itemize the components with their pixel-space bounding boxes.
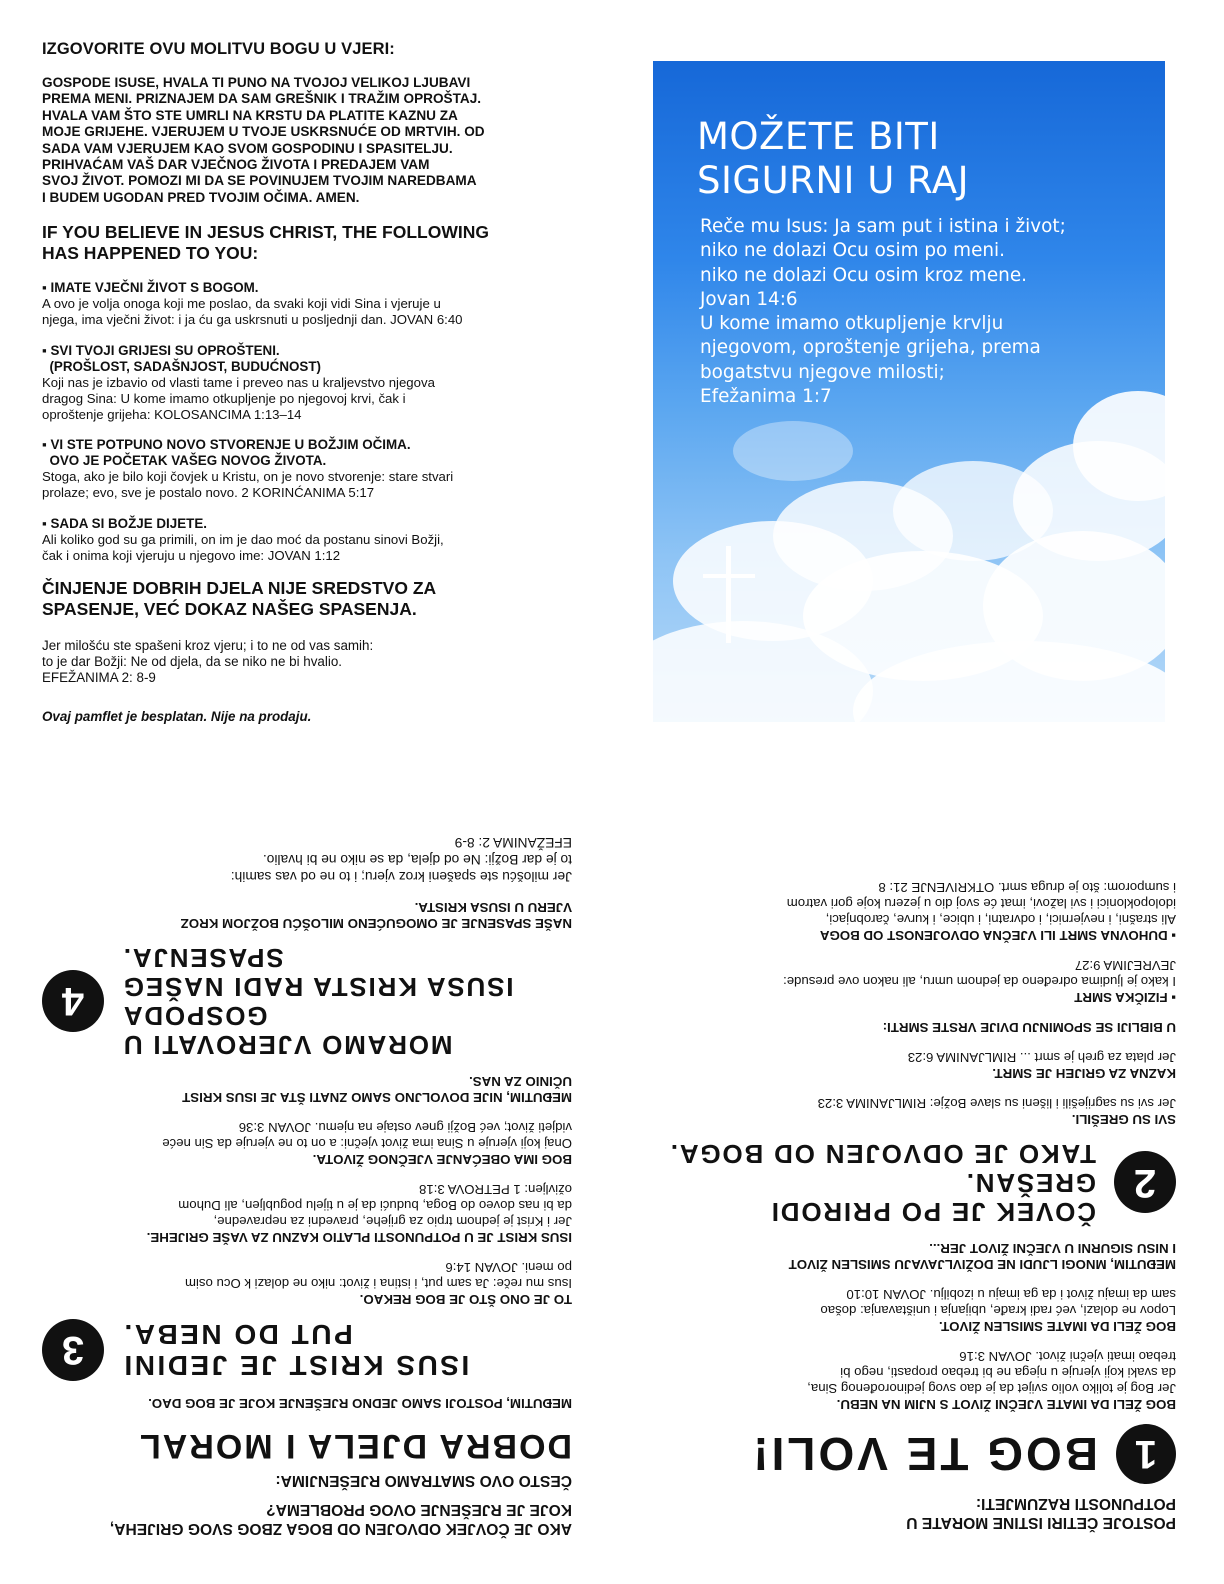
- number-4-badge: 4: [42, 970, 104, 1032]
- number-1-badge: 1: [1116, 1424, 1176, 1484]
- back-panel: [42, 40, 582, 724]
- only-solution: MEĐUTIM, POSTOJI SAMO JEDNO RJEŠENJE KOJE JE BOG DAO.: [148, 1396, 572, 1411]
- inner-right-panel: [656, 820, 1176, 1532]
- works-morals-heading: DOBRA DJELA I MORAL: [137, 1427, 572, 1465]
- number-3-badge: 3: [42, 1319, 104, 1381]
- prayer-heading: IZGOVORITE OVU MOLITVU BOGU U VJERI:: [42, 40, 395, 58]
- free-note: Ovaj pamflet je besplatan. Nije na prodaju.: [42, 708, 312, 724]
- blessing-child-of-god: ▪ SADA SI BOŽJE DIJETE. Ali koliko god su ga primili, on im je dao moć da postanu sinovi Božji, čak i onima koji vjeruju u njegovo ime: JOVAN 1:12: [42, 515, 444, 563]
- solution-question: AKO JE ČOVJEK ODVOJEN OD BOGA ZBOG SVOG GRIJEHA, KOJE JE RJEŠENJE OVOG PROBLEMA?: [109, 1501, 572, 1537]
- eternal-life-promise: BOG IMA OBEĆANJE VJEČNOG ŽIVOTA. Onaj koji vjeruje u Sina ima život vječni: a on to ne vjeruje da Sin neće vidjeti život; već Božji gnev ostaje na njemu. JOVAN 3:36: [162, 1120, 572, 1167]
- blessing-eternal-life: ▪ IMATE VJEČNI ŽIVOT S BOGOM. A ovo je volja onoga koji me poslao, da svaki koji vidi Sina i vjeruje u njega, ima vječni život: i ja ću ga uskrsnuti u posljednji dan. JOVAN 6:40: [42, 280, 463, 328]
- christ-paid: ISUS KRIST JE U POTPUNOSTI PLATIO KAZNU ZA VAŠE GRIJEHE. Jer i Krist je jednom trpio za grijehe, pravedni za nepravedne, da bi nas doveo do Boga, budući da je u tijelu pogubljen, ali Duhom oživljen: 1 PETROVA 3:18: [146, 1182, 572, 1245]
- cover-panel: [653, 61, 1165, 722]
- point-1-heading: BOG TE VOLI!: [750, 1428, 1098, 1480]
- all-have-sinned: SVI SU GREŠILI. Jer svi su sagriješili i lišeni su slave Božje: RIMLJANIMA 3:23: [817, 1096, 1176, 1127]
- point-2-heading: ČOVEK JE PO PRIRODI GREŠAN. TAKO JE ODVOJEN OD BOGA.: [669, 1139, 1096, 1227]
- two-deaths: U BIBLIJI SE SPOMINJU DVIJE VRSTE SMRTI:: [882, 1020, 1176, 1035]
- penalty-of-sin: KAZNA ZA GRIJEH JE SMRT. Jer plata za greh je smrt ... RIMLJANIMA 6:23: [907, 1050, 1176, 1081]
- not-enough-note: MEĐUTIM, NIJE DOVOLJNO SAMO ZNATI ŠTA JE ISUS KRIST UČINIO ZA NAS.: [182, 1074, 572, 1105]
- works-heading: ČINJENJE DOBRIH DJELA NIJE SREDSTVO ZA SPASENJE, VEĆ DOKAZ NAŠEG SPASENJA.: [42, 578, 437, 620]
- often-line: ČESTO OVO SMATRAMO RJEŠENJIMA:: [275, 1472, 572, 1489]
- point-3-header: [42, 1319, 572, 1381]
- physical-death: ▪ FIZIČKA SMRT I kako je ljudima određeno da jednom umru, ali nakon ove presude: JEVREJIMA 9:27: [783, 958, 1176, 1005]
- cover-verses: Reče mu Isus: Ja sam put i istina i život; niko ne dolazi Ocu osim po meni. niko ne dolazi Ocu osim kroz mene. Jovan 14:6 U kome imamo otkupljenje krvlju njegovom, oproštenje grijeha, prema bogatstvu njegove milosti; Efežanima 1:7: [700, 216, 1066, 408]
- grace-verse: Jer milošću ste spašeni kroz vjeru; i to ne od vas samih: to je dar Božji: Ne od djela, da se niko ne bi hvalio. EFEŽANIMA 2: 8-9: [42, 638, 374, 686]
- prayer-text: GOSPODE ISUSE, HVALA TI PUNO NA TVOJOJ VELIKOJ LJUBAVI PREMA MENI. PRIZNAJEM DA SAM GREŠNIK I TRAŽIM OPROŠTAJ. HVALA VAM ŠTO STE UMRLI NA KRSTU DA PLATITE KAZNU ZA MOJE GRIJEHE. VJERUJEM U TVOJE USKRSNUĆE OD MRTVIH. OD SADA VAM VJERUJEM KAO SVOM GOSPODINU I SPASITELJU. PRIHVAĆAM VAŠ DAR VJEČNOG ŽIVOTA I PREDAJEM VAM SVOJ ŽIVOT. POMOZI MI DA SE POVINUJEM TVOJIM NAREDBAMA I BUDEM UGODAN PRED TVOJIM OČIMA. AMEN.: [42, 75, 485, 205]
- cover-title: MOŽETE BITI SIGURNI U RAJ: [697, 115, 969, 202]
- salvation-by-grace: NAŠE SPASENJE JE OMOGUĆENO MILOŠĆU BOŽJOM KROZ VJERU U ISUSA KRISTA.: [180, 900, 572, 931]
- point-2-header: [656, 1139, 1176, 1226]
- four-truths-intro: POSTOJE ČETIRI ISTINE MORATE U POTPUNOSTI RAZUMJETI:: [906, 1495, 1176, 1531]
- number-2-badge: 2: [1114, 1152, 1176, 1214]
- cloud-shape: [733, 421, 853, 481]
- ephesians-verse: Jer milošću ste spašeni kroz vjeru; i to ne od vas samih: to je dar Božji: Ne od djela, da se niko ne bi hvalio. EFEŽANIMA 2: 8-9: [230, 835, 572, 884]
- many-people-note: MEĐUTIM, MNOGI LJUDI NE DOŽIVLJAVAJU SMISLEN ŽIVOT I NISU SIGURNI U VJEČNI ŽIVOT JER...: [788, 1241, 1176, 1272]
- point-4-heading: MORAMO VJEROVATI U GOSPODA ISUSA KRISTA RADI NAŠEG SPASENJA.: [122, 943, 514, 1060]
- inner-left-panel: [42, 818, 572, 1538]
- spiritual-death: ▪ DUHOVNA SMRT ILI VJEČNA ODVOJENOST OD BOGA Ali strašni, i nevjernici, i odvratni, i ubice, i kurve, čarobnjaci, idolopoklonici i svi lažovi, imat će svoj dio u jezeru koje gori vatrom i sumporom: što je druga smrt. OTKRIVENJE 21: 8: [786, 880, 1176, 943]
- god-wants-meaningful-life: BOG ŽELI DA IMATE SMISLEN ŽIVOT. Lopov ne dolazi, već radi krađe, ubijanja i uništavanja: došao sam da imaju život i da ga imaju u izobilju. JOVAN 10:10: [820, 1287, 1176, 1334]
- blessing-new-creation: ▪ VI STE POTPUNO NOVO STVORENJE U BOŽJIM OČIMA. OVO JE POČETAK VAŠEG NOVOG ŽIVOTA. Stoga, ako je bilo koji čovjek u Kristu, on je novo stvorenje: stare stvari prolaze; evo, sve je postalo novo. 2 KORINĆANIMA 5:17: [42, 437, 454, 501]
- blessing-forgiven: ▪ SVI TVOJI GRIJESI SU OPROŠTENI. (PROŠLOST, SADAŠNJOST, BUDUĆNOST) Koji nas je izbavio od vlasti tame i preveo nas u kraljevstvo njegova dragog Sina: U kome imamo otkupljenje po njegovoj krvi, čak i oproštenje grijeha: KOLOSANCIMA 1:13–14: [42, 342, 435, 423]
- point-3-heading: ISUS KRIST JE JEDINI PUT DO NEBA.: [122, 1319, 470, 1381]
- god-said: TO JE ONO ŠTO JE BOG REKAO. Isus mu reče: Ja sam put, i istina i život: niko ne dolazi k Ocu osim po meni. JOVAN 14:6: [185, 1260, 572, 1307]
- believe-heading: IF YOU BELIEVE IN JESUS CHRIST, THE FOLLOWING HAS HAPPENED TO YOU:: [42, 222, 489, 264]
- point-4-header: [42, 943, 572, 1059]
- cross-icon: [703, 546, 755, 643]
- point-1-header: [656, 1424, 1176, 1484]
- god-wants-eternal-life: BOG ŽELI DA IMATE VJEČNI ŽIVOT S NJIM NA NEBU. Jer Bog je toliko volio svijet da je dao svog jedinorođenog Sina, da svaki koji vjeruje u njega ne bi trebao propasti, nego bi trebao imati vječni život. JOVAN 3:16: [807, 1349, 1176, 1412]
